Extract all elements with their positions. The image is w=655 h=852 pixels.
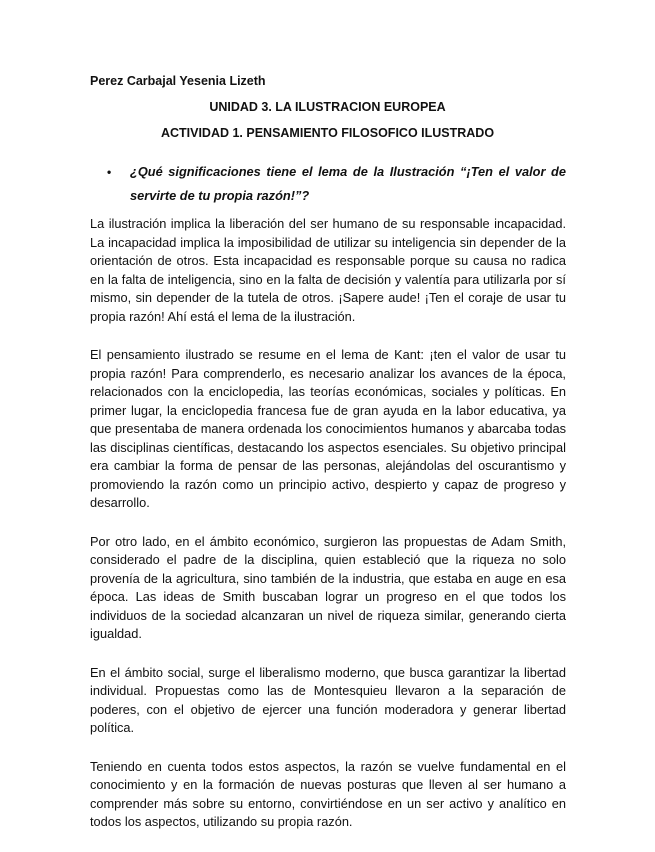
paragraph-1: La ilustración implica la liberación del ser humano de su responsable incapacidad. La incapacidad implica la imposibilidad de utilizar su inteligencia sin depender de la orientación de otros. Esta incapacidad es responsable porque su causa no radica en la falta de inteligencia, sino en la falta de decisión y valentía para utilizarla por sí mismo, sin depender de la tutela de otros. ¡Sapere aude! ¡Ten el coraje de usar tu propia razón! Ahí está el lema de la ilustración.	[90, 216, 566, 324]
essay-body	[90, 215, 566, 852]
paragraph-4: En el ámbito social, surge el liberalismo moderno, que busca garantizar la libertad individual. Propuestas como las de Montesquieu llevaron a la separación de poderes, con el objetivo de ejercer una función moderadora y generar libertad política.	[90, 664, 566, 735]
activity-title: ACTIVIDAD 1. PENSAMIENTO FILOSOFICO ILUSTRADO	[160, 126, 495, 140]
paragraph-5: Teniendo en cuenta todos estos aspectos, la razón se vuelve fundamental en el conocimiento y en la formación de nuevas posturas que lleven al ser humano a comprender más sobre su entorno, convirtiéndose en un ser activo y analítico en todos los aspectos, utilizando su propia razón.	[90, 758, 566, 829]
bullet-icon: •	[107, 165, 112, 179]
paragraph-2: El pensamiento ilustrado se resume en el lema de Kant: ¡ten el valor de usar tu propia razón! Para comprenderlo, es necesario analizar los avances de la época, relacionados con la enciclopedia, las teorías económicas, sociales y políticas. En primer lugar, la enciclopedia francesa fue de gran ayuda en la labor educativa, ya que presentaba de manera ordenada los conocimientos humanos y abarcaba todas las disciplinas científicas, destacando los aspectos esenciales. Su objetivo principal era cambiar la forma de pensar de las personas, alejándolas del oscurantismo y promoviendo la razón como un principio activo, despierto y capaz de progreso y desarrollo.	[90, 347, 566, 510]
paragraph-3: Por otro lado, en el ámbito económico, surgieron las propuestas de Adam Smith, considerado el padre de la disciplina, quien estableció que la riqueza no solo provenía de la agricultura, sino también de la industria, que estaba en auge en esa época. Las ideas de Smith buscaban lograr un progreso en el que todos los individuos de la sociedad alcanzaran un nivel de riqueza similar, generando cierta igualdad.	[90, 533, 566, 641]
question-list	[90, 160, 566, 208]
author-name: Perez Carbajal Yesenia Lizeth	[90, 74, 266, 88]
question-item	[90, 160, 566, 208]
question-text: ¿Qué significaciones tiene el lema de la Ilustración “¡Ten el valor de servirte de tu propia razón!”?	[130, 164, 566, 203]
unit-title: UNIDAD 3. LA ILUSTRACION EUROPEA	[209, 100, 446, 114]
